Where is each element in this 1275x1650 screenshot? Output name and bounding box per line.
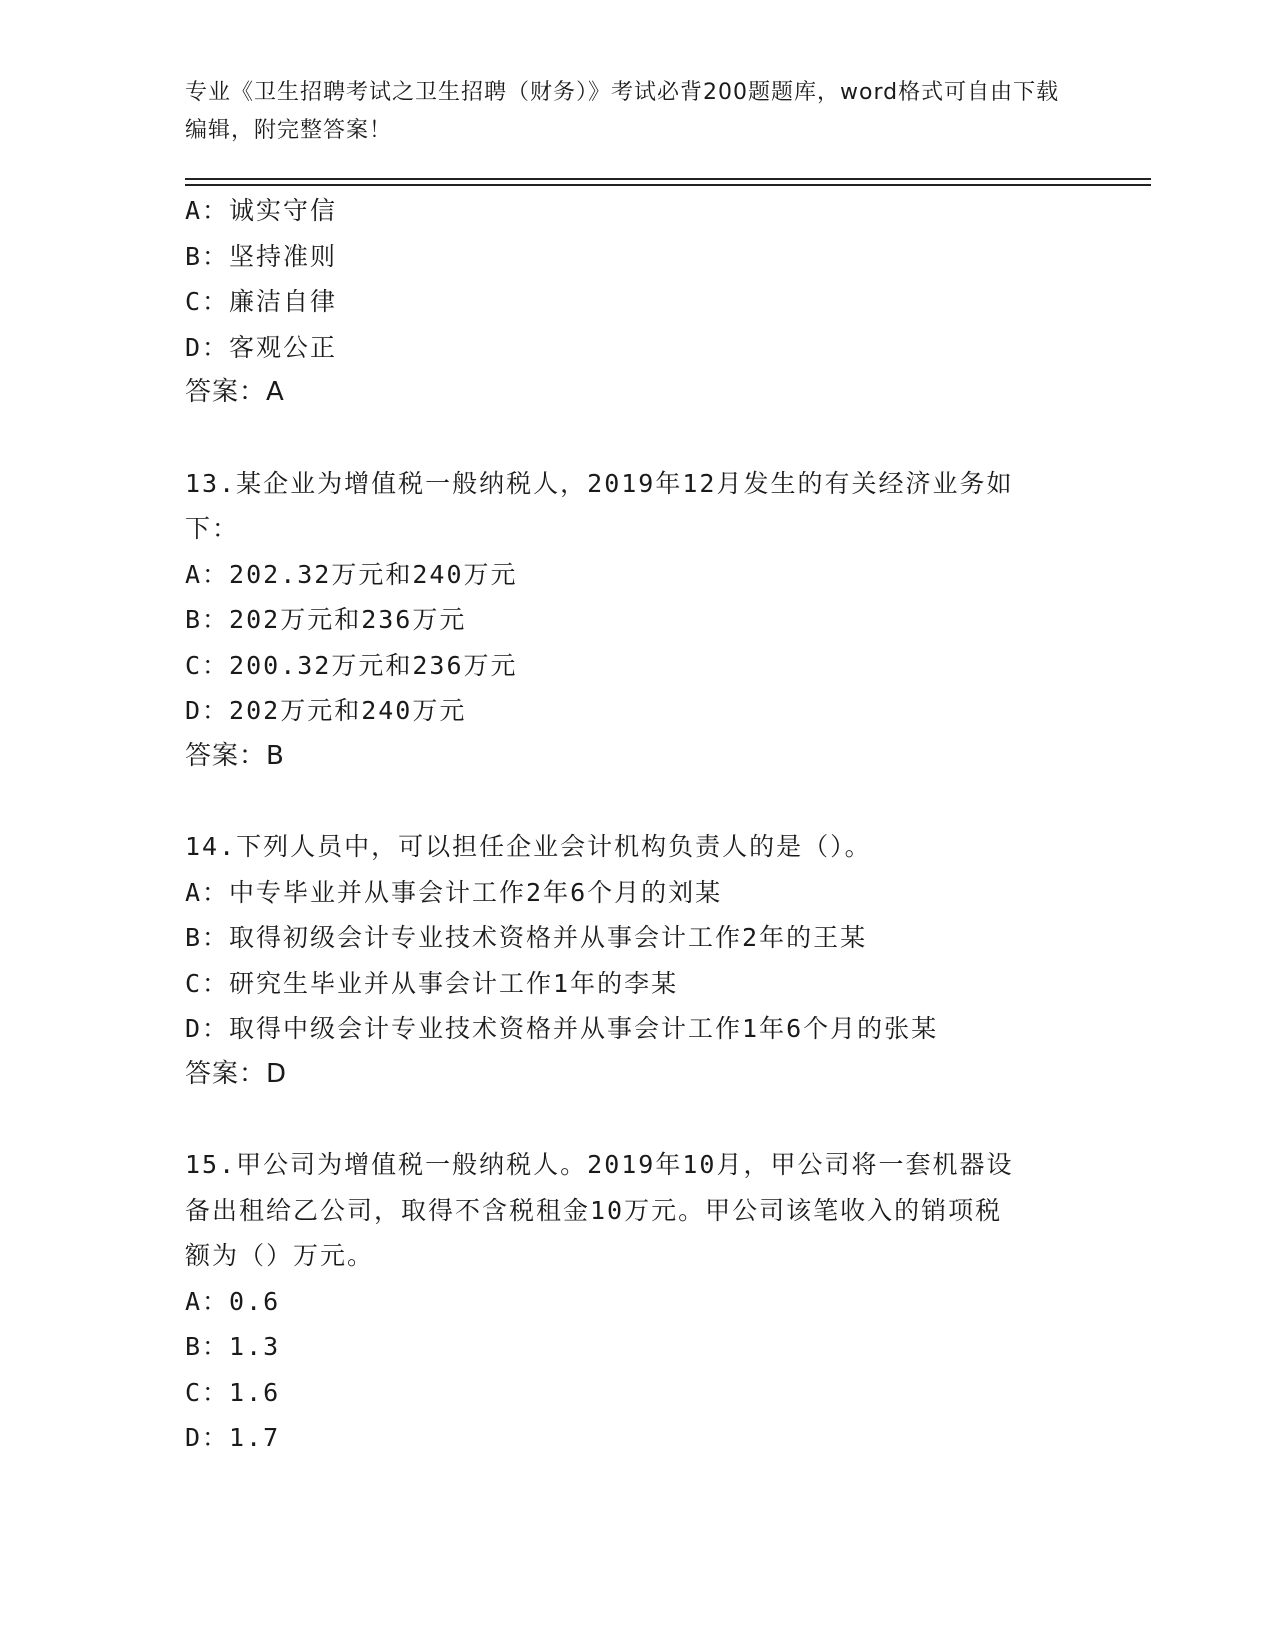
header-divider-top [185,178,1151,180]
spacer [185,416,1085,461]
option-c: C：研究生毕业并从事会计工作1年的李某 [185,968,679,998]
question-stem-line: 额为（）万元。 [185,1241,375,1270]
spacer [185,779,1085,824]
option-c: C：1.6 [185,1377,281,1407]
option-d: D：取得中级会计专业技术资格并从事会计工作1年6个月的张某 [185,1014,939,1043]
question-stem-line: 15.甲公司为增值税一般纳税人。2019年10月，甲公司将一套机器设 [185,1150,1014,1179]
option-a: A：202.32万元和240万元 [185,559,518,589]
option-d: D：202万元和240万元 [185,696,467,725]
option-b: B：202万元和236万元 [185,605,467,634]
question-block [185,188,1085,416]
answer-line: 答案：A [185,377,285,407]
option-b: B：1.3 [185,1332,281,1361]
question-stem-line: 13.某企业为增值税一般纳税人，2019年12月发生的有关经济业务如 [185,468,1014,498]
option-b: B：坚持准则 [185,241,338,271]
question-block-15 [185,1142,1085,1461]
question-block-13 [185,461,1085,780]
option-d: D：1.7 [185,1423,281,1452]
option-d: D：客观公正 [185,332,338,362]
option-c: C：200.32万元和236万元 [185,650,518,680]
spacer [185,1097,1085,1142]
question-stem-line: 下： [185,514,240,543]
option-a: A：中专毕业并从事会计工作2年6个月的刘某 [185,877,723,907]
header-divider-bottom [185,184,1151,186]
document-header: 专业《卫生招聘考试之卫生招聘（财务）》考试必背200题题库，word格式可自由下载编辑，附完整答案！ [185,80,1060,143]
option-b: B：取得初级会计专业技术资格并从事会计工作2年的王某 [185,923,868,952]
question-stem-line: 备出租给乙公司，取得不含税租金10万元。甲公司该笔收入的销项税 [185,1195,1003,1225]
answer-line: 答案：D [185,1058,288,1089]
answer-line: 答案：B [185,740,285,771]
question-stem-line: 14.下列人员中，可以担任企业会计机构负责人的是（）。 [185,832,872,861]
question-list [185,188,1085,1461]
question-block-14 [185,824,1085,1097]
option-a: A：诚实守信 [185,196,338,225]
option-a: A：0.6 [185,1286,281,1316]
option-c: C：廉洁自律 [185,287,338,316]
